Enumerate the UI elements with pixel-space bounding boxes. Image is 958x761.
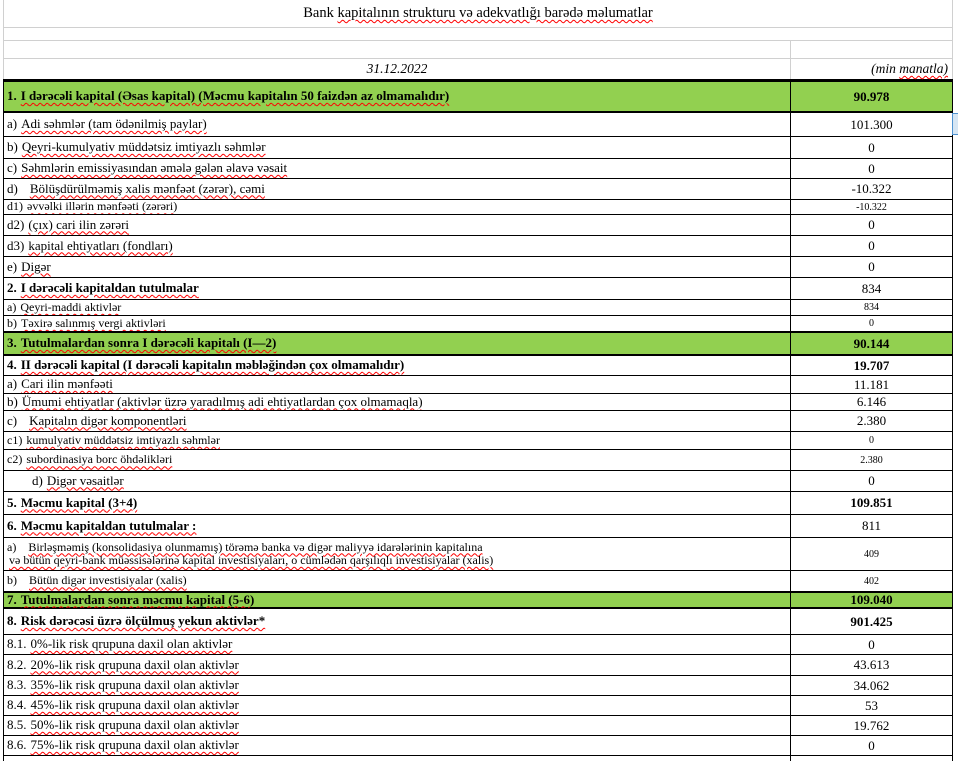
table-row [3, 200, 953, 215]
table-row [3, 696, 953, 716]
row-number: e) [7, 258, 18, 274]
row-label-cell[interactable] [4, 278, 791, 299]
row-value-cell[interactable]: 101.300 [850, 116, 893, 132]
row-label-cell[interactable] [4, 316, 791, 331]
table-row [3, 179, 953, 200]
row-label [7, 414, 187, 429]
row-number: a) [7, 300, 17, 314]
row-text: 0%-lik risk qrupuna daxil olan aktivlər [30, 636, 233, 652]
row-label-cell[interactable] [4, 450, 791, 470]
row-value-cell[interactable]: 90.978 [853, 88, 890, 104]
row-text: 75%-lik risk qrupuna daxil olan aktivlər [30, 737, 239, 753]
row-label [7, 738, 239, 753]
row-label [7, 218, 129, 233]
row-text: Məcmu kapital (3+4) [20, 494, 138, 510]
table-row [3, 332, 953, 356]
selection-handle[interactable] [952, 113, 958, 135]
empty-row-2 [3, 41, 953, 59]
row-label [7, 317, 166, 330]
row-label-cell[interactable] [4, 332, 791, 355]
row-number: d) [7, 180, 18, 196]
table-row [3, 432, 953, 450]
row-value-cell[interactable]: 834 [861, 280, 882, 296]
row-number: 4. [7, 357, 17, 373]
row-value-cell[interactable]: 34.062 [853, 677, 890, 693]
row-value-cell[interactable]: 409 [864, 548, 879, 560]
table-row [3, 215, 953, 236]
row-number: 8.1. [7, 636, 27, 652]
row-label-cell[interactable] [4, 257, 791, 277]
report-date: 31.12.2022 [366, 61, 428, 76]
row-label [7, 453, 172, 466]
row-text: 20%-lik risk qrupuna daxil olan aktivlər [30, 656, 239, 672]
row-value-cell[interactable]: 6.146 [856, 394, 887, 409]
row-value-cell[interactable]: 834 [864, 302, 879, 313]
row-text: Qeyri-kumulyativ müddətsiz imtiyazlı səhmlər [21, 139, 266, 155]
row-text: Risk dərəcəsi üzrə ölçülmuş yekun aktivlər* [20, 613, 266, 629]
row-text: Qeyri-maddi aktivlər [20, 300, 122, 314]
row-label [7, 336, 276, 351]
row-label [7, 658, 239, 673]
row-value-cell[interactable]: 53 [865, 697, 878, 713]
row-value-cell[interactable]: 109.851 [850, 495, 893, 510]
row-label-cell[interactable] [4, 592, 791, 608]
row-label [7, 182, 265, 197]
row-label-cell[interactable] [4, 676, 791, 695]
row-label-cell[interactable] [4, 432, 791, 449]
row-text: kapital ehtiyatları (fondları) [28, 237, 173, 253]
capital-table [3, 79, 953, 761]
row-number: 7. [7, 592, 17, 607]
row-label-cell[interactable] [4, 236, 791, 256]
row-number: d1) [7, 200, 23, 214]
table-row [3, 676, 953, 696]
row-number: 8.4. [7, 697, 27, 713]
row-label [7, 161, 287, 176]
row-label [7, 395, 423, 410]
table-row [3, 394, 953, 411]
row-label-cell[interactable] [4, 200, 791, 214]
empty-cell-left[interactable] [4, 41, 791, 58]
row-text-line2: və bütün qeyri-bank müəssisələrinə kapital investisiyaları, o cümlədən qarşılıqlı investisiyalar (xalis) [9, 553, 494, 567]
row-label-cell[interactable] [4, 394, 791, 410]
row-text: Tutulmalardan sonra I dərəcəli kapitalı (I—2) [20, 335, 277, 351]
empty-cell-right[interactable] [791, 41, 952, 58]
row-label-cell[interactable] [4, 411, 791, 431]
report-date-cell[interactable] [4, 59, 791, 79]
table-row [3, 635, 953, 655]
row-value-cell[interactable]: 11.181 [853, 376, 890, 392]
table-row [3, 236, 953, 257]
row-value-cell[interactable]: 109.040 [850, 592, 893, 607]
row-value-cell[interactable]: -10.322 [851, 181, 892, 196]
row-number: 3. [7, 335, 17, 351]
row-label [7, 678, 239, 693]
row-number: 6. [7, 517, 17, 533]
row-label-cell[interactable] [4, 376, 791, 393]
row-number: d3) [7, 237, 25, 253]
row-label [7, 574, 187, 587]
row-label-cell[interactable] [4, 215, 791, 235]
table-row [3, 471, 953, 492]
row-value-cell[interactable]: 2.380 [860, 454, 883, 466]
table-row [3, 81, 953, 113]
row-text: Təxirə salınmış vergi aktivləri [21, 316, 166, 330]
row-number: 8.3. [7, 677, 27, 693]
row-value-cell[interactable]: 901.425 [850, 613, 893, 629]
row-text: 45%-lik risk qrupuna daxil olan aktivlər [30, 697, 239, 713]
row-number: d2) [7, 216, 25, 232]
row-label-cell[interactable] [4, 635, 791, 654]
table-row [3, 538, 953, 571]
row-number: a) [7, 376, 18, 392]
row-value-cell[interactable]: 0 [868, 636, 875, 652]
row-label-cell[interactable] [4, 515, 791, 537]
row-text: Adi səhmlər (tam ödənilmiş paylar) [21, 116, 207, 132]
row-label [7, 301, 121, 314]
row-label-cell[interactable] [4, 137, 791, 158]
row-label-cell[interactable] [4, 716, 791, 735]
table-row [3, 716, 953, 736]
row-number: a) [7, 539, 17, 554]
table-row [3, 515, 953, 538]
row-label [7, 140, 266, 155]
row-number: 5. [7, 494, 17, 510]
row-value-cell[interactable]: 0 [868, 217, 875, 232]
row-label [7, 200, 177, 213]
row-label [7, 260, 51, 275]
row-label-cell[interactable] [4, 609, 791, 634]
table-row [3, 113, 953, 137]
unit-cell[interactable] [791, 59, 952, 79]
row-value-cell[interactable]: 19.762 [853, 717, 890, 733]
row-label-cell[interactable] [4, 571, 791, 591]
row-label [7, 614, 265, 629]
row-value-cell[interactable]: 0 [869, 318, 874, 329]
row-label-cell[interactable] [4, 471, 791, 491]
row-text: Məcmu kapitaldan tutulmalar : [20, 517, 197, 533]
row-label [7, 377, 113, 392]
row-text: Birləşməmiş (konsolidasiya olunmamış) törəmə banka və digər maliyyə idarələrinin kapitalına [28, 539, 483, 554]
row-text: Bütün digər investisiyalar (xalis) [29, 573, 187, 588]
row-number: 2. [7, 280, 17, 296]
row-number: b) [7, 573, 17, 588]
unit-label: (min manatla) [871, 61, 948, 76]
row-value-cell[interactable]: 0 [868, 737, 875, 753]
row-label-cell[interactable] [4, 538, 791, 570]
row-text: Digər [21, 258, 51, 274]
row-label-cell[interactable] [4, 655, 791, 675]
row-number: 1. [7, 88, 17, 104]
row-label [7, 358, 404, 373]
table-row [3, 278, 953, 300]
row-label [7, 637, 232, 652]
row-value-cell[interactable]: 0 [869, 435, 874, 446]
row-label [7, 89, 449, 104]
row-text: I dərəcəli kapitaldan tutulmalar [20, 280, 199, 296]
row-label [7, 698, 239, 713]
row-value-cell[interactable]: 0 [868, 139, 875, 155]
row-number: 8.5. [7, 717, 27, 733]
table-row [3, 492, 953, 515]
row-number: d) [32, 472, 43, 488]
row-number: 8. [7, 613, 17, 629]
row-label [7, 281, 199, 296]
table-row [3, 159, 953, 179]
row-text: 50%-lik risk qrupuna daxil olan aktivlər [30, 717, 239, 733]
row-number: c2) [7, 452, 23, 467]
row-number: b) [7, 316, 17, 330]
row-value-cell[interactable]: 43.613 [853, 657, 890, 672]
row-text: I dərəcəli kapital (Əsas kapital) (Məcmu kapitalın 50 faizdən az olmamalıdır) [20, 88, 450, 104]
table-row [3, 376, 953, 394]
empty-row-1 [3, 28, 953, 41]
row-text: (çıx) cari ilin zərəri [28, 216, 130, 232]
row-text: subordinasiya borc öhdəlikləri [26, 452, 173, 467]
row-label-cell[interactable] [4, 756, 791, 761]
table-row [3, 756, 953, 761]
row-label [7, 434, 220, 447]
table-row [3, 356, 953, 376]
row-label-cell[interactable] [4, 179, 791, 199]
row-label-cell[interactable] [4, 159, 791, 178]
row-number: 8.2. [7, 656, 27, 672]
row-value-cell[interactable]: 0 [868, 238, 875, 253]
report-header-row [3, 59, 953, 79]
row-value-cell[interactable]: 811 [861, 518, 882, 533]
row-value-cell[interactable]: 0 [868, 160, 875, 176]
row-label-cell[interactable] [4, 113, 791, 136]
row-label [7, 541, 493, 568]
row-label-cell[interactable] [4, 696, 791, 715]
table-row [3, 655, 953, 676]
row-value-cell[interactable]: 90.144 [853, 335, 890, 351]
row-number: c) [7, 412, 18, 428]
table-row [3, 450, 953, 471]
row-number: c) [7, 160, 18, 176]
document-title-row [3, 0, 953, 28]
spreadsheet [3, 0, 953, 761]
row-number: a) [7, 116, 18, 132]
table-row [3, 137, 953, 159]
row-label [7, 519, 196, 534]
table-row [3, 316, 953, 332]
row-text: Bölüşdürülməmiş xalis mənfəət (zərər), cəmi [29, 180, 265, 196]
row-label-cell[interactable] [4, 81, 791, 112]
row-label [7, 496, 137, 511]
row-text: Cari ilin mənfəəti [21, 376, 113, 392]
row-number: c1) [7, 432, 23, 447]
row-label-cell[interactable] [4, 492, 791, 514]
row-number: b) [7, 139, 18, 155]
table-row [3, 609, 953, 635]
row-label [7, 718, 239, 733]
table-row [3, 411, 953, 432]
table-row [3, 571, 953, 592]
row-text: əvvəlki illərin mənfəəti (zərəri) [27, 200, 178, 214]
row-number: b) [7, 394, 18, 409]
row-value-cell[interactable]: 19.707 [853, 357, 890, 373]
table-row [3, 592, 953, 609]
row-label-cell[interactable] [4, 356, 791, 375]
row-value-cell[interactable]: 402 [864, 575, 879, 587]
row-label [7, 239, 173, 254]
row-label [7, 593, 254, 608]
row-text: kumulyativ müddətsiz imtiyazlı səhmlər [26, 432, 220, 447]
row-text: 35%-lik risk qrupuna daxil olan aktivlər [30, 677, 239, 693]
row-text: II dərəcəli kapital (I dərəcəli kapitalın məbləğindən çox olmamalıdır) [20, 357, 405, 373]
row-text: Səhmlərin emissiyasından əmələ gələn əlavə vəsait [21, 160, 288, 176]
row-text: Tutulmalardan sonra məcmu kapital (5-6) [20, 592, 255, 607]
row-label-cell[interactable] [4, 736, 791, 755]
row-value-cell[interactable]: 2.380 [856, 413, 887, 428]
table-row [3, 257, 953, 278]
row-number: 8.6. [7, 737, 27, 753]
table-row [3, 736, 953, 756]
row-label [32, 474, 124, 489]
row-text: Kapitalın digər komponentləri [29, 412, 187, 428]
row-label-cell[interactable] [4, 300, 791, 315]
table-row [3, 300, 953, 316]
row-value-cell[interactable]: 0 [868, 473, 875, 488]
row-text: Ümumi ehtiyatlar (aktivlər üzrə yaradılmış adi ehtiyatlardan çox olmamaqla) [21, 394, 423, 409]
row-value-cell[interactable]: 0 [868, 259, 875, 274]
row-value-cell[interactable]: -10.322 [856, 201, 887, 213]
row-label [7, 117, 207, 132]
row-text: Digər vəsaitlər [46, 472, 124, 488]
page-title: Bank kapitalının strukturu və adekvatlığı barədə məlumatlar [303, 5, 653, 21]
row-value-cell[interactable] [791, 756, 952, 761]
